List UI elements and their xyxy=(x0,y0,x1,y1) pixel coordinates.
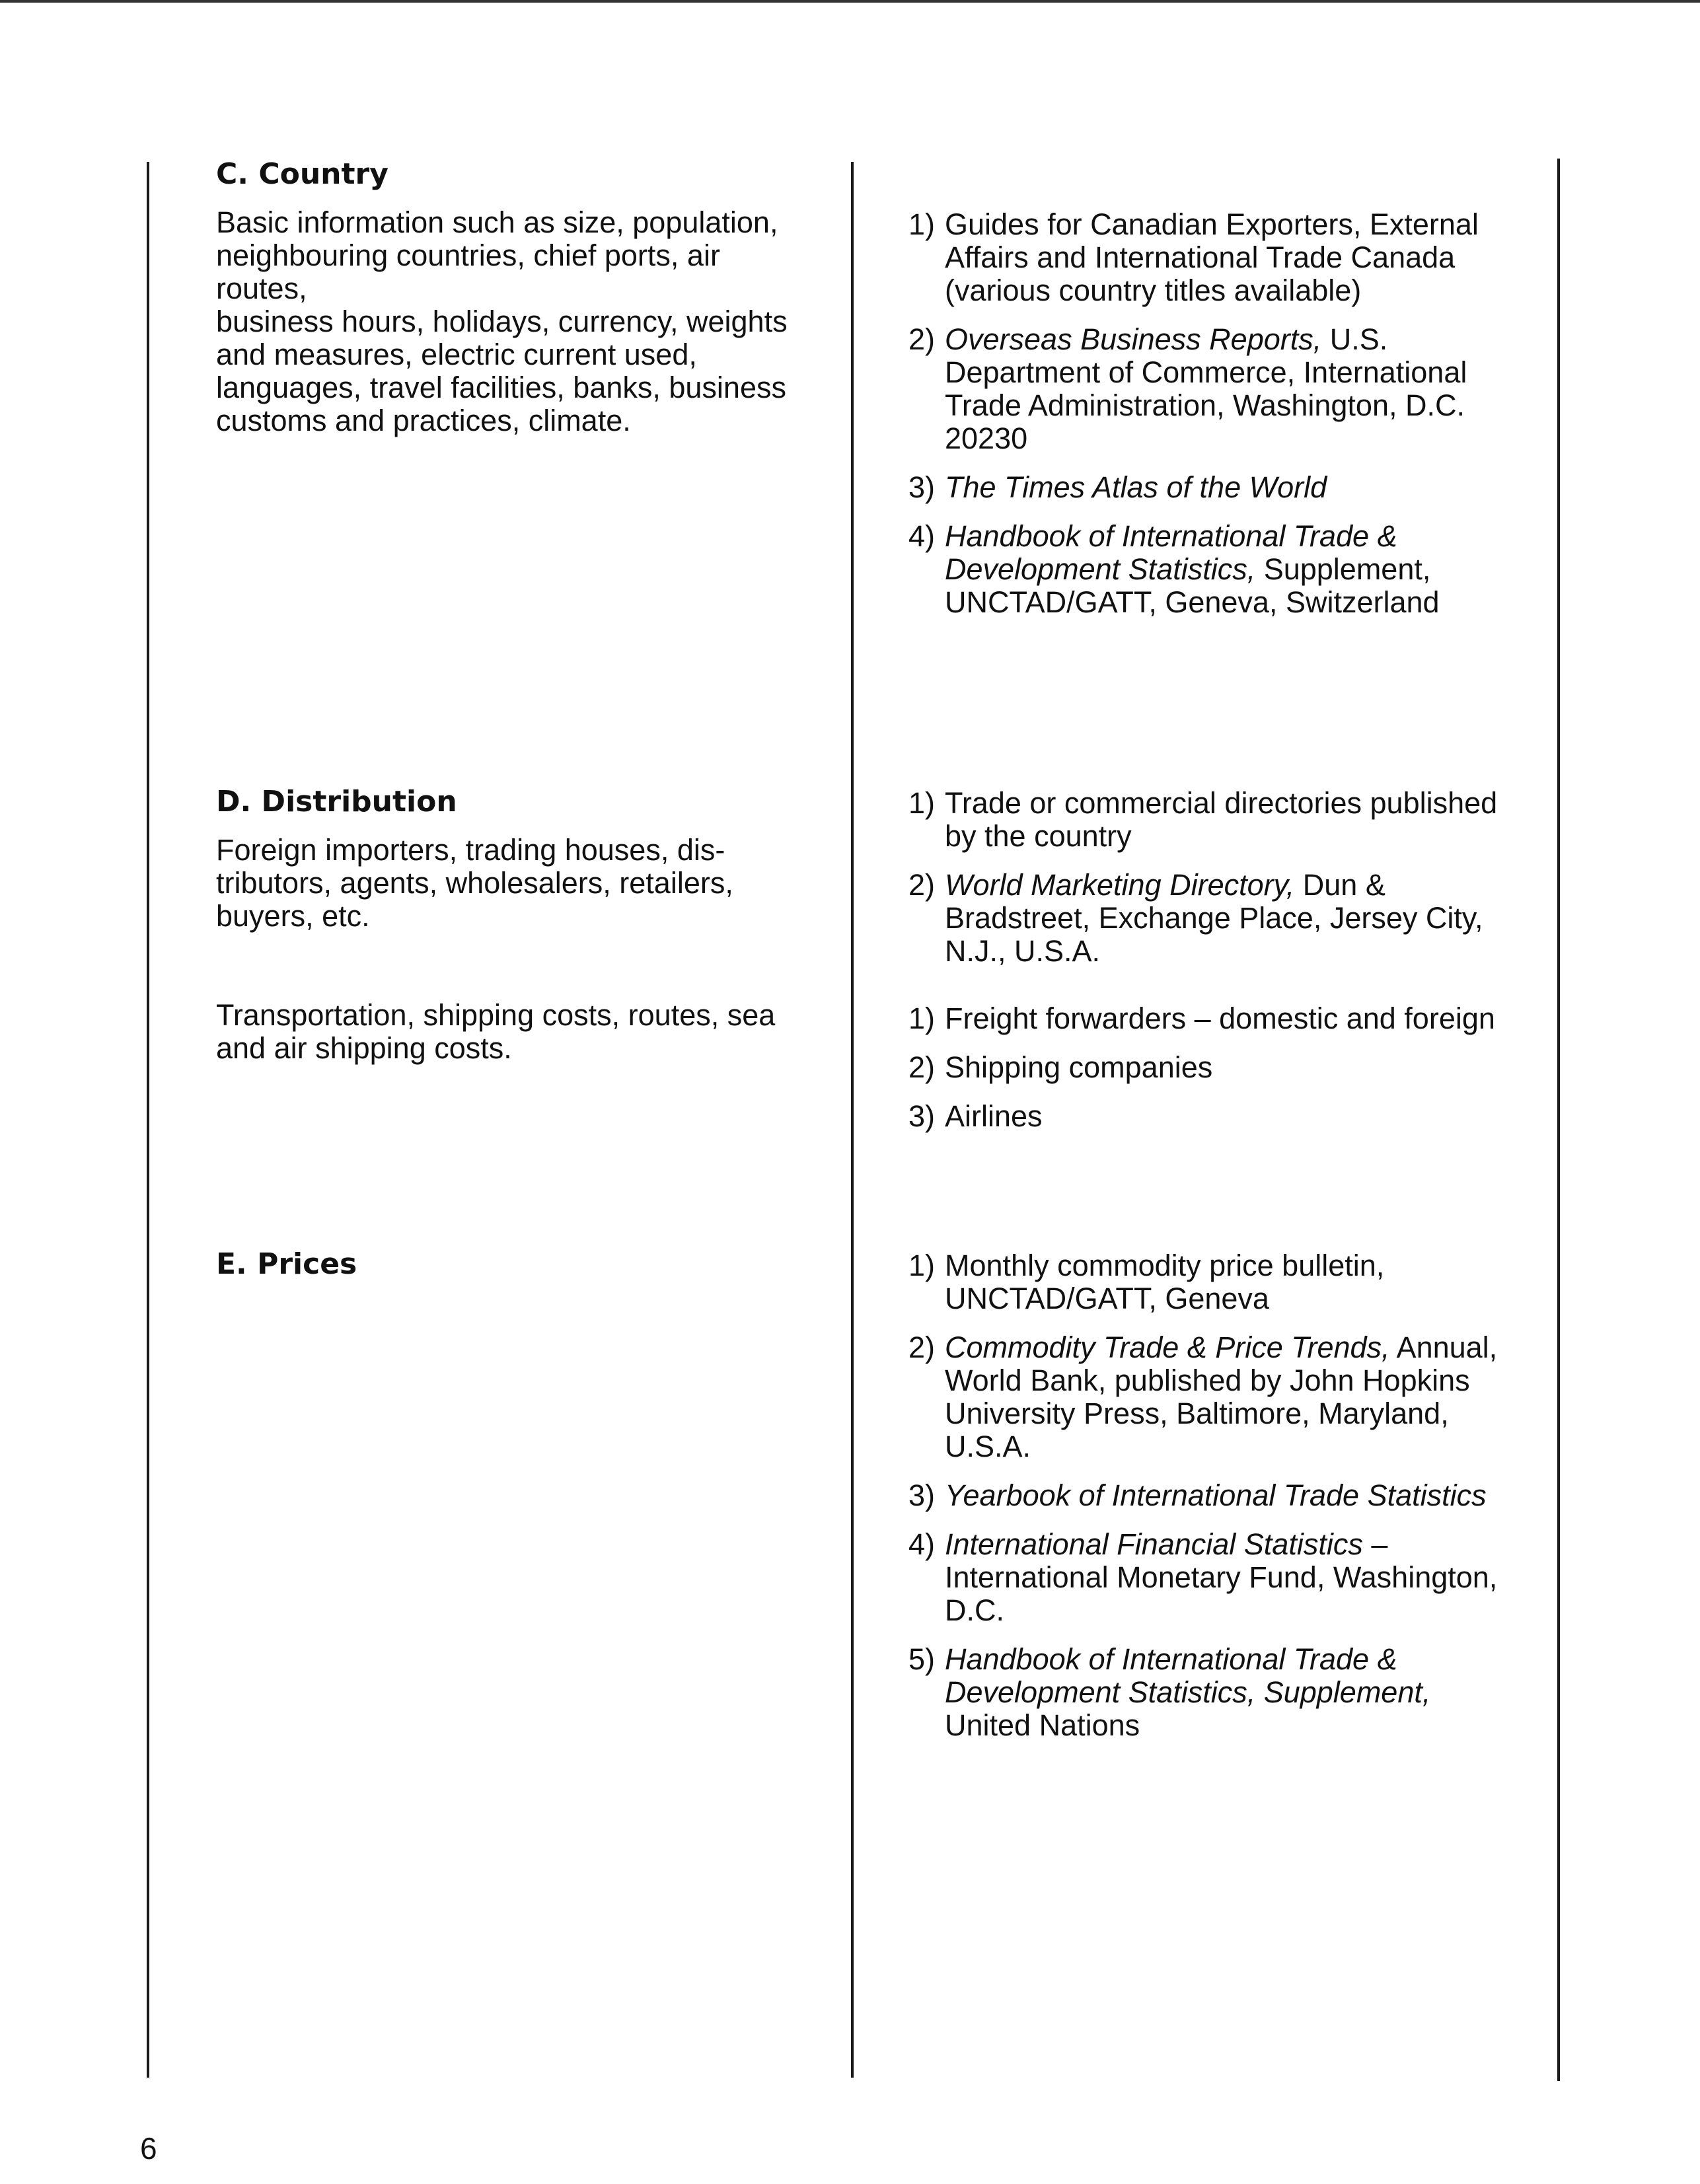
source-list-prices xyxy=(908,1249,1503,1758)
source-item xyxy=(908,1249,1503,1315)
column-rule-right xyxy=(1557,159,1560,2081)
section-heading-prices: E. Prices xyxy=(216,1247,357,1281)
source-text: Trade or commercial directories published by the country xyxy=(945,786,1498,853)
source-item xyxy=(908,787,1503,853)
source-list-country xyxy=(908,208,1503,635)
source-text: Airlines xyxy=(945,1099,1043,1133)
source-text: Shipping companies xyxy=(945,1050,1213,1084)
source-number: 2) xyxy=(908,868,936,902)
source-number: 1) xyxy=(908,207,936,241)
source-number: 2) xyxy=(908,322,936,356)
source-number: 4) xyxy=(908,1527,936,1561)
source-number: 2) xyxy=(908,1050,936,1084)
source-title: International Financial Statistics xyxy=(945,1527,1363,1561)
source-list-distribution xyxy=(908,787,1503,984)
source-item xyxy=(908,1051,1503,1084)
section-description-country: Basic information such as size, population, neighbouring countries, chief ports, air routes, business hours, holidays, currency, weights and measures, electric current used, languages, travel facilities, banks, business customs and practices, climate. xyxy=(216,205,788,437)
page-number: 6 xyxy=(140,2131,157,2166)
page-top-edge xyxy=(0,0,1700,3)
source-number: 1) xyxy=(908,1001,936,1035)
source-text: Annual, World Bank, published by John Hopkins University Press, Baltimore, Maryland, U.S.A. xyxy=(945,1330,1498,1463)
source-number: 3) xyxy=(908,1099,936,1133)
source-title: World Marketing Directory, xyxy=(945,868,1295,902)
source-item xyxy=(908,1331,1503,1463)
source-number: 3) xyxy=(908,1478,936,1512)
source-title: Handbook of International Trade & Development Statistics, Supplement, xyxy=(945,1642,1431,1709)
source-item xyxy=(908,869,1503,968)
source-number: 2) xyxy=(908,1330,936,1364)
source-item xyxy=(908,1100,1503,1133)
source-number: 5) xyxy=(908,1642,936,1676)
source-number: 1) xyxy=(908,1249,936,1282)
source-item xyxy=(908,1479,1503,1512)
source-text: Supplement, UNCTAD/GATT, Geneva, Switzerland xyxy=(945,552,1440,619)
source-text: – International Monetary Fund, Washington, D.C. xyxy=(945,1527,1498,1627)
section-description-distribution: Foreign importers, trading houses, dis- tributors, agents, wholesalers, retailers, buyers, etc. xyxy=(216,833,733,933)
source-item xyxy=(908,471,1503,504)
source-item xyxy=(908,1528,1503,1627)
source-number: 3) xyxy=(908,470,936,504)
source-text: United Nations xyxy=(945,1708,1140,1742)
source-item xyxy=(908,520,1503,619)
section-heading-distribution: D. Distribution xyxy=(216,785,457,819)
source-title: Commodity Trade & Price Trends, xyxy=(945,1330,1390,1364)
source-text: Guides for Canadian Exporters, External Affairs and International Trade Canada (various country titles available) xyxy=(945,207,1479,307)
source-title: Overseas Business Reports, xyxy=(945,322,1322,356)
source-item xyxy=(908,323,1503,455)
source-text: U.S. Department of Commerce, International Trade Administration, Washington, D.C. 20230 xyxy=(945,322,1467,455)
source-title: Handbook of International Trade & Development Statistics, xyxy=(945,519,1397,586)
section-heading-country: C. Country xyxy=(216,157,388,191)
source-item xyxy=(908,1643,1503,1742)
section-description-transportation: Transportation, shipping costs, routes, sea and air shipping costs. xyxy=(216,998,776,1065)
source-number: 4) xyxy=(908,519,936,553)
column-rule-middle xyxy=(851,162,854,2078)
source-text: Freight forwarders – domestic and foreign xyxy=(945,1001,1495,1035)
source-item xyxy=(908,208,1503,307)
source-title: The Times Atlas of the World xyxy=(945,470,1327,504)
source-list-transportation xyxy=(908,1002,1503,1149)
source-item xyxy=(908,1002,1503,1035)
source-title: Yearbook of International Trade Statistics xyxy=(945,1478,1487,1512)
source-number: 1) xyxy=(908,786,936,820)
source-text: Monthly commodity price bulletin, UNCTAD/GATT, Geneva xyxy=(945,1249,1385,1315)
source-text: Dun & Bradstreet, Exchange Place, Jersey City, N.J., U.S.A. xyxy=(945,868,1483,968)
column-rule-left xyxy=(147,162,149,2078)
